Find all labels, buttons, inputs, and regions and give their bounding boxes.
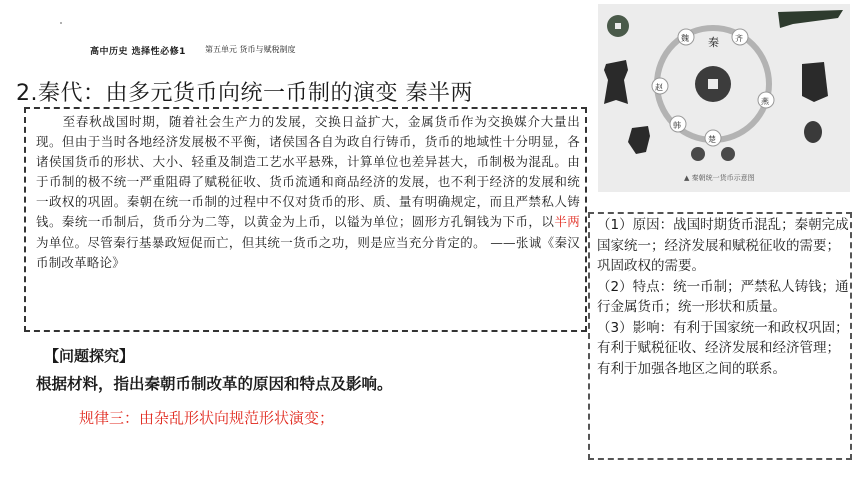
unit-label: 第五单元 货币与赋税制度 <box>205 45 296 54</box>
quote-highlight: 半两 <box>554 214 580 230</box>
quote-text <box>36 112 580 273</box>
ant-nose-coin-icon <box>804 121 822 143</box>
question-prompt: 根据材料，指出秦朝币制改革的原因和特点及影响。 <box>36 375 393 393</box>
quote-before: 至春秋战国时期，随着社会生产力的发展，交换日益扩大，金属货币作为交换媒介大量出现。但由于当时各地经济发展极不平衡，诸侯国各自为政自行铸币，货币的地域性十分明显，各诸侯国货币的形状、大小、轻重及制造工艺水平悬殊，计算单位也差异甚大，币制极为混乱。由于币制的极不统一严重阻碍了赋税征收、货币流通和商品经济的发展，也不利于经济的发展和统一政权的巩固。秦朝在统一币制的过程中不仅对货币的形、质、量有明确规定，而且严禁私人铸钱。秦统一币制后，货币分为二等，以黄金为上币，以镒为单位；圆形方孔铜钱为下币，以 <box>36 114 580 230</box>
answer-reason: （1）原因：战国时期货币混乱；秦朝完成国家统一；经济发展和赋税征收的需要；巩固政权的需要。 <box>597 217 849 274</box>
map-center-label: 秦 <box>708 36 719 49</box>
state-zhao: 赵 <box>655 83 663 92</box>
answer-text <box>597 215 849 379</box>
cloth-coin-icon <box>802 62 828 102</box>
answer-features: （2）特点：统一币制；严禁私人铸钱；通行金属货币；统一形状和质量。 <box>597 278 849 315</box>
state-han: 韩 <box>673 121 681 130</box>
course-label: 高中历史 选择性必修1 <box>90 47 186 57</box>
map-caption: ▲ 秦朝统一货币示意图 <box>684 174 755 182</box>
rule-text: 规律三：由杂乱形状向规范形状演变； <box>79 409 335 427</box>
decorative-dot <box>60 22 62 24</box>
state-wei: 魏 <box>681 34 689 43</box>
coin-unification-map <box>598 4 850 192</box>
state-chu: 楚 <box>708 135 716 144</box>
slide-title: 2.秦代：由多元货币向统一币制的演变 秦半两 <box>16 81 473 106</box>
state-qi: 齐 <box>735 34 743 43</box>
answer-impact: （3）影响：有利于国家统一和政权巩固；有利于赋税征收、经济发展和经济管理；有利于加强各地区之间的联系。 <box>597 319 849 377</box>
quote-after: 为单位。尽管秦行基暴政短促而亡，但其统一货币之功，则是应当充分肯定的。 ——张诚《秦汉币制改革略论》 <box>36 234 580 270</box>
question-heading: 【问题探究】 <box>44 347 135 365</box>
coin-map-svg <box>598 4 850 192</box>
state-yan: 燕 <box>761 97 769 106</box>
